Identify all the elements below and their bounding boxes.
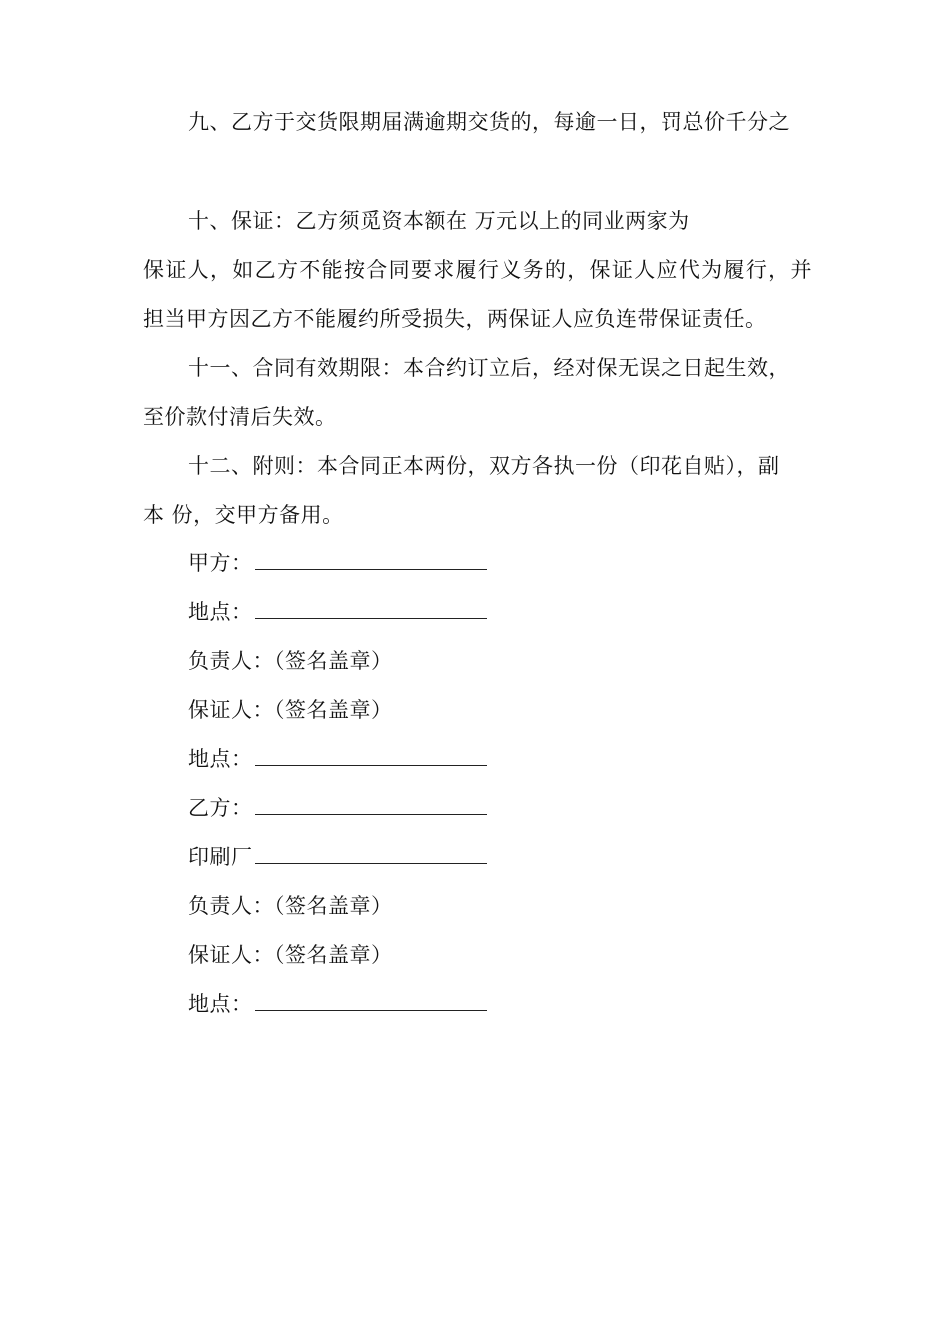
party-b-guarantor-address-row [188,990,487,1018]
party-a-guarantor-address-row [188,745,487,773]
party-b-name-row [188,843,487,871]
party-b-guarantor-row [188,941,393,969]
party-a-address-label: 地点： [188,600,253,624]
party-b-guarantor-address-blank-line[interactable] [255,990,487,1011]
party-a-address-row [188,598,487,626]
party-b-guarantor-label: 保证人：（签名盖章） [188,943,393,967]
clause-10-line-1: 十、保证：乙方须觅资本额在 万元以上的同业两家为 [188,209,690,233]
clause-11-line-1: 十一、合同有效期限：本合约订立后，经对保无误之日起生效， [188,356,790,380]
party-b-label: 乙方： [188,796,253,820]
party-b-blank-line[interactable] [255,794,487,815]
party-b-name-label: 印刷厂 [188,845,253,869]
party-b-rep-label: 负责人：（签名盖章） [188,894,393,918]
party-a-guarantor-address-label: 地点： [188,747,253,771]
party-b-rep-row [188,892,393,920]
clause-10-line-3: 担当甲方因乙方不能履约所受损失，两保证人应负连带保证责任。 [143,307,767,331]
party-a-guarantor-address-blank-line[interactable] [255,745,487,766]
clause-12-line-1: 十二、附则：本合同正本两份，双方各执一份（印花自贴），副 [188,454,780,478]
party-a-rep-row [188,647,393,675]
party-a-guarantor-label: 保证人：（签名盖章） [188,698,393,722]
clause-12-line-2: 本 份，交甲方备用。 [143,503,344,527]
clause-9: 九、乙方于交货限期届满逾期交货的，每逾一日，罚总价千分之 [188,110,790,134]
party-a-address-blank-line[interactable] [255,598,487,619]
clause-11-line-2: 至价款付清后失效。 [143,405,337,429]
clause-10-line-2: 保证人，如乙方不能按合同要求履行义务的，保证人应代为履行，并 [143,258,812,282]
party-b-row [188,794,487,822]
party-b-name-blank-line[interactable] [255,843,487,864]
party-b-guarantor-address-label: 地点： [188,992,253,1016]
party-a-blank-line[interactable] [255,549,487,570]
party-a-rep-label: 负责人：（签名盖章） [188,649,393,673]
party-a-row [188,549,487,577]
party-a-label: 甲方： [188,551,253,575]
party-a-guarantor-row [188,696,393,724]
